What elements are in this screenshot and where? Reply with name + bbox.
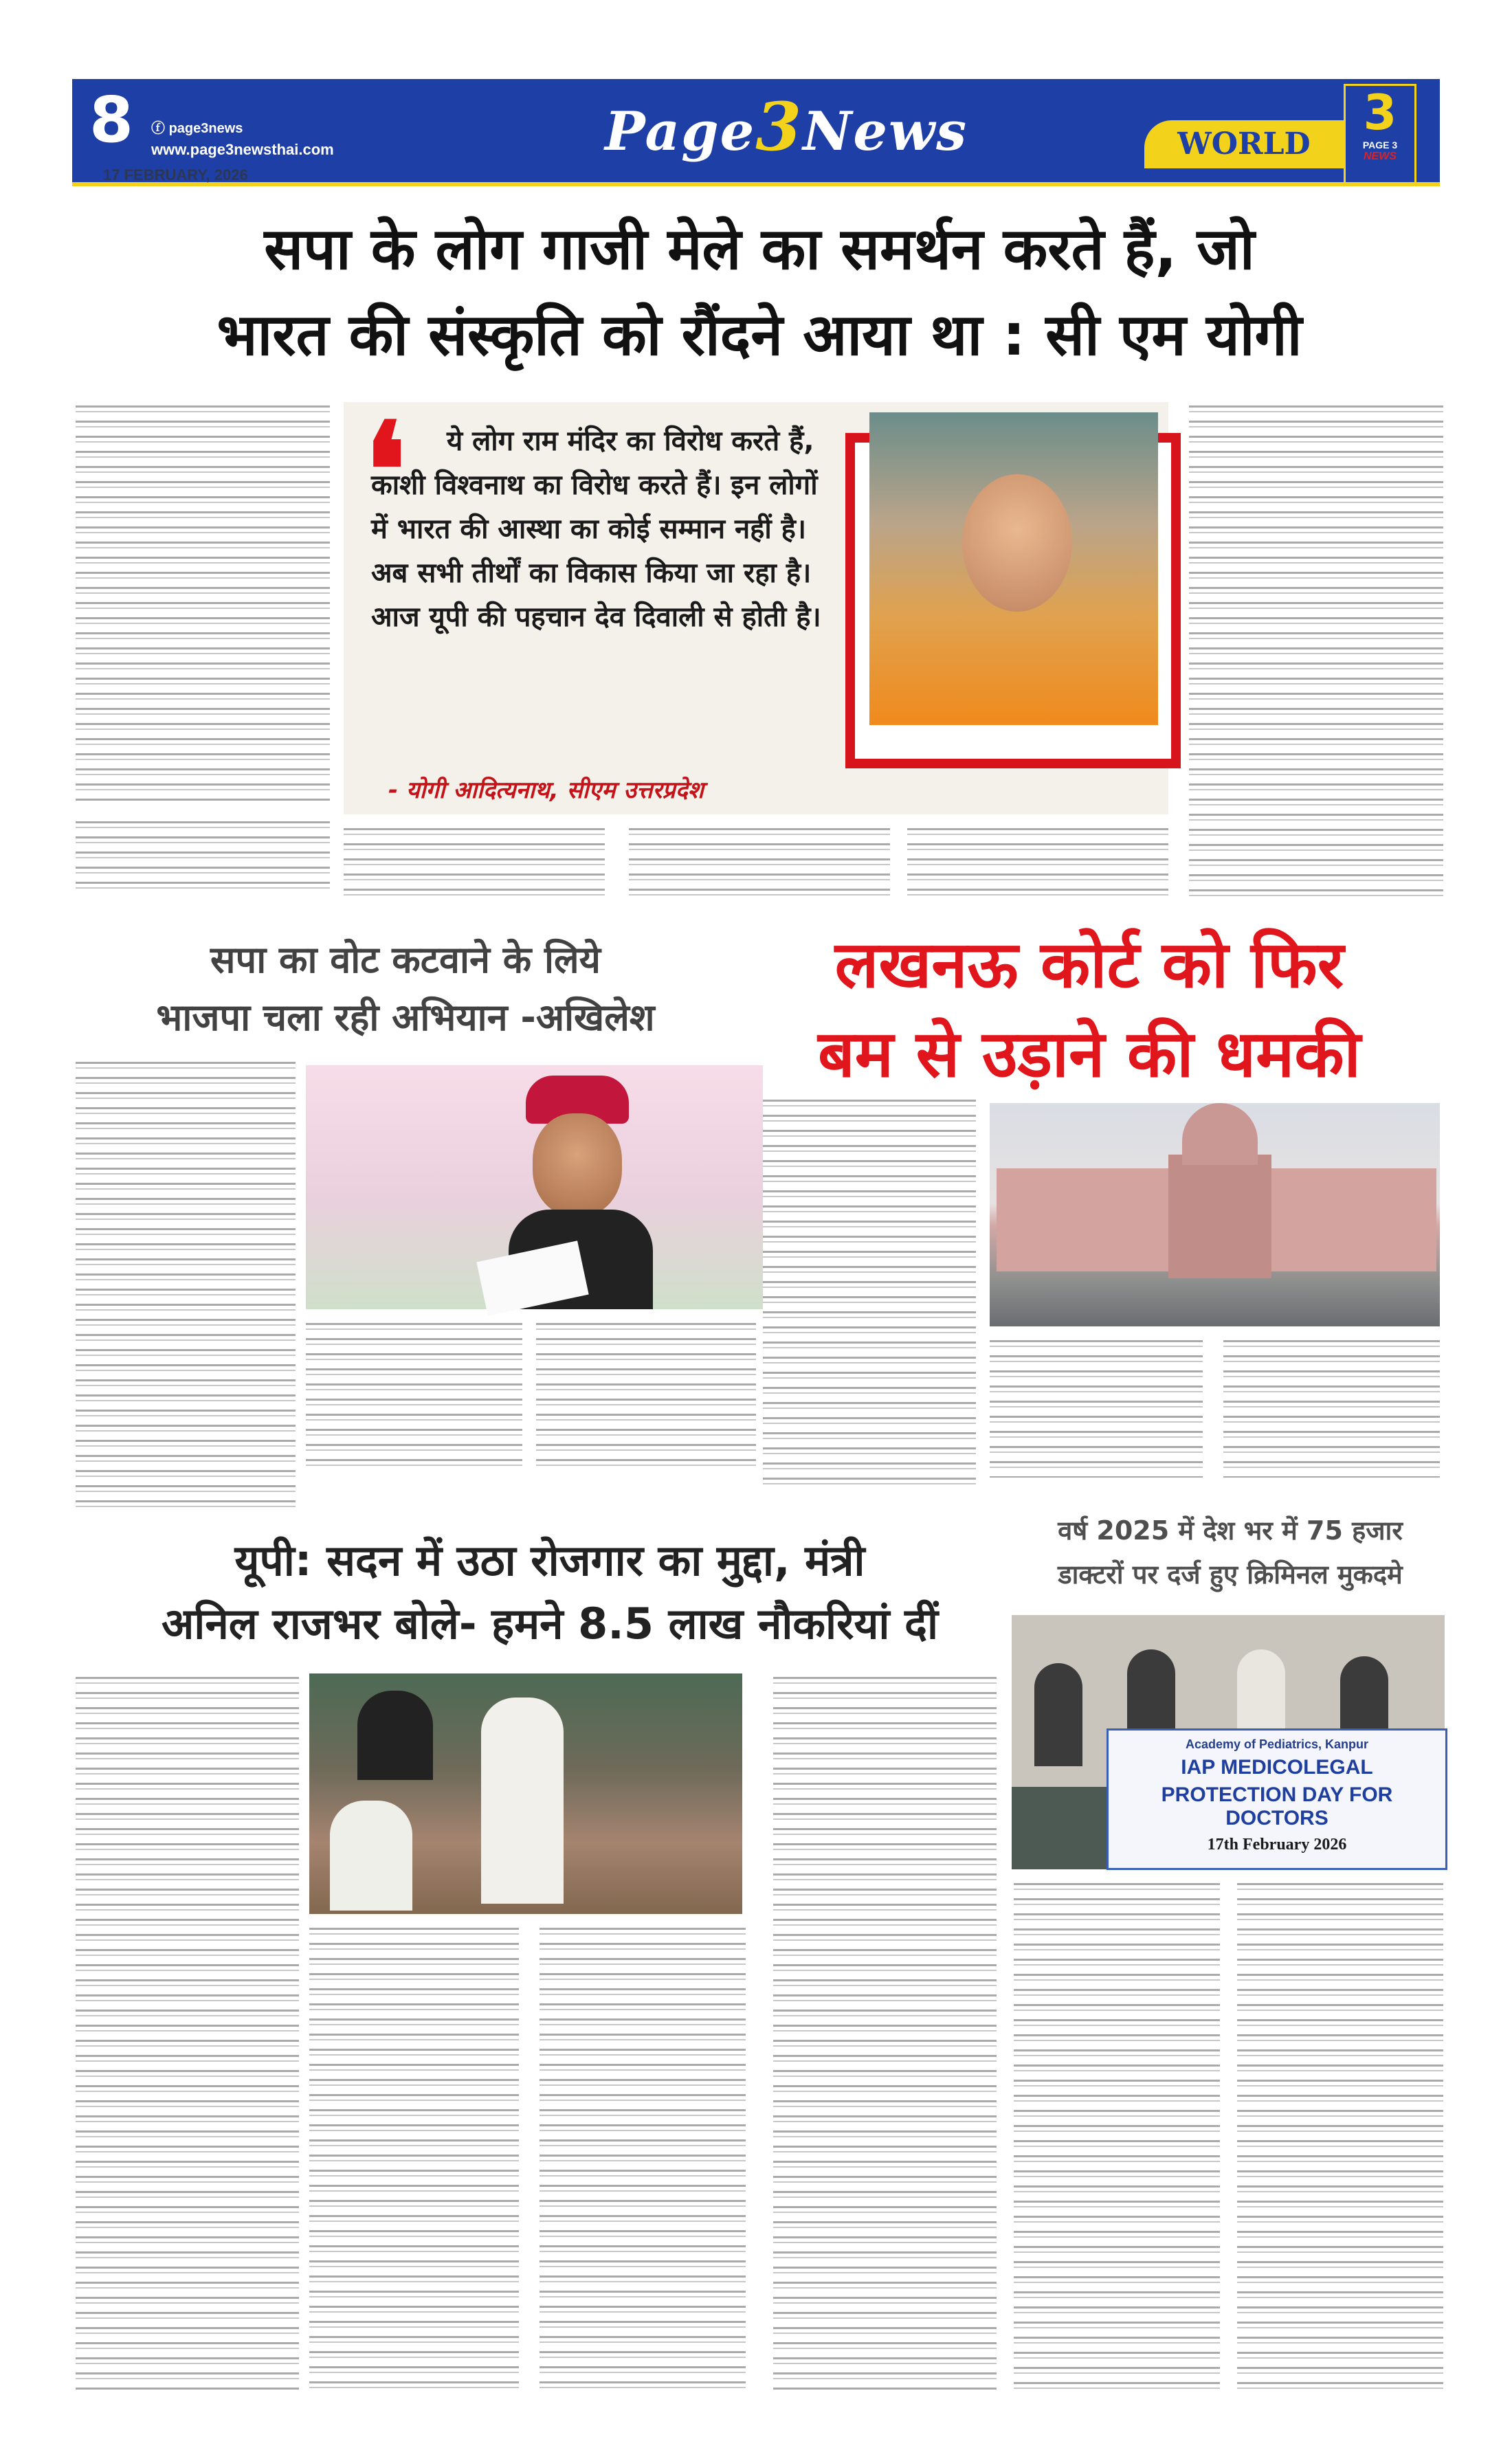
photo-assembly-person-3: [330, 1801, 412, 1911]
lead-column-left-bottom: [76, 821, 330, 890]
sp-column-2: [306, 1323, 522, 1474]
court-column-1: [990, 1340, 1203, 1478]
photo-yogi-face: [962, 474, 1072, 612]
brand-logo: [605, 79, 968, 175]
photo-court-wing-right: [1265, 1168, 1436, 1271]
section-label: WORLD: [1144, 120, 1344, 168]
logo-label: PAGE 3: [1362, 140, 1398, 151]
quote-text: [371, 419, 838, 639]
sp-headline-line1: सपा का वोट कटवाने के लिये: [210, 938, 601, 981]
lead-column-right: [1189, 405, 1443, 900]
doctors-headline: [1010, 1509, 1450, 1596]
jobs-column-2: [309, 1928, 519, 2395]
page3-logo: [1344, 84, 1416, 184]
social-handle-text: page3news: [168, 121, 243, 136]
court-headline-line2: बम से उड़ाने की धमकी: [818, 1017, 1361, 1092]
iap-banner-org: Academy of Pediatrics, Kanpur: [1185, 1737, 1369, 1751]
sp-column-3: [536, 1323, 756, 1474]
jobs-headline: [76, 1529, 1024, 1656]
iap-banner: [1107, 1728, 1447, 1870]
website-link[interactable]: www.page3newsthai.com: [151, 141, 334, 158]
lead-column-bottom-1: [344, 828, 605, 904]
logo-digit: 3: [1363, 85, 1397, 141]
iap-banner-title-2: PROTECTION DAY FOR DOCTORS: [1161, 1783, 1393, 1829]
iap-banner-title-1: IAP MEDICOLEGAL: [1181, 1756, 1373, 1779]
sp-column-4: [763, 1100, 976, 1484]
lead-headline-line2: भारत की संस्कृति को रौंदने आया था : सी एम योगी: [216, 301, 1302, 368]
quote-body: ये लोग राम मंदिर का विरोध करते हैं, काशी विश्वनाथ का विरोध करते हैं। इन लोगों में भारत की आस्था का कोई सम्मान नहीं है। अब सभी तीर्थों का विकास किया जा रहा है। आज यूपी की पहचान देव दिवाली से होती है।: [371, 425, 821, 633]
court-headline-line1: लखनऊ कोर्ट को फिर: [834, 928, 1344, 1003]
jobs-column-1: [76, 1677, 299, 2392]
page-number: 8: [89, 83, 134, 157]
brand-left: Page: [605, 100, 756, 163]
photo-iap-table: [1012, 1787, 1115, 1869]
photo-assembly-person-1: [357, 1691, 433, 1780]
photo-assembly-person-2: [481, 1698, 564, 1904]
iap-banner-date: 17th February 2026: [1207, 1836, 1347, 1854]
social-handle: [151, 117, 243, 137]
jobs-headline-line2: अनिल राजभर बोले- हमने 8.5 लाख नौकरियां दीं: [161, 1599, 939, 1649]
jobs-column-3: [540, 1928, 746, 2395]
lead-column-bottom-2: [629, 828, 890, 904]
jobs-column-4: [773, 1677, 997, 2392]
quote-attribution: - योगी आदित्यनाथ, सीएम उत्तरप्रदेश: [388, 777, 704, 804]
brand-digit: 3: [755, 88, 803, 166]
doctors-column-2: [1237, 1883, 1443, 2392]
photo-akhilesh-face: [533, 1113, 622, 1216]
doctors-headline-line1: वर्ष 2025 में देश भर में 75 हजार: [1058, 1515, 1403, 1546]
photo-iap-person-1: [1034, 1663, 1082, 1766]
lead-headline-line1: सपा के लोग गाजी मेले का समर्थन करते हैं, जो: [264, 215, 1255, 282]
dateline: 17 FEBRUARY, 2026: [103, 166, 248, 183]
court-column-2: [1223, 1340, 1440, 1478]
lead-headline: [76, 206, 1443, 378]
lead-column-bottom-3: [907, 828, 1168, 904]
sp-headline-line2: भाजपा चला रही अभियान -अखिलेश: [156, 996, 655, 1039]
doctors-column-1: [1014, 1883, 1220, 2392]
quote-mark-icon: ❛: [364, 394, 407, 547]
facebook-icon: ⓕ: [151, 121, 169, 136]
logo-news: NEWS: [1364, 151, 1397, 162]
photo-court-wing-left: [997, 1168, 1175, 1271]
sp-column-1: [76, 1062, 296, 1509]
doctors-headline-line2: डाक्टरों पर दर्ज हुए क्रिमिनल मुकदमे: [1058, 1559, 1403, 1590]
sp-headline: [76, 931, 735, 1047]
photo-court-center: [1168, 1155, 1271, 1278]
jobs-headline-line1: यूपी: सदन में उठा रोजगार का मुद्दा, मंत्री: [234, 1535, 865, 1585]
brand-right: News: [803, 100, 968, 163]
lead-column-left: [76, 405, 330, 804]
court-headline: [742, 921, 1436, 1100]
